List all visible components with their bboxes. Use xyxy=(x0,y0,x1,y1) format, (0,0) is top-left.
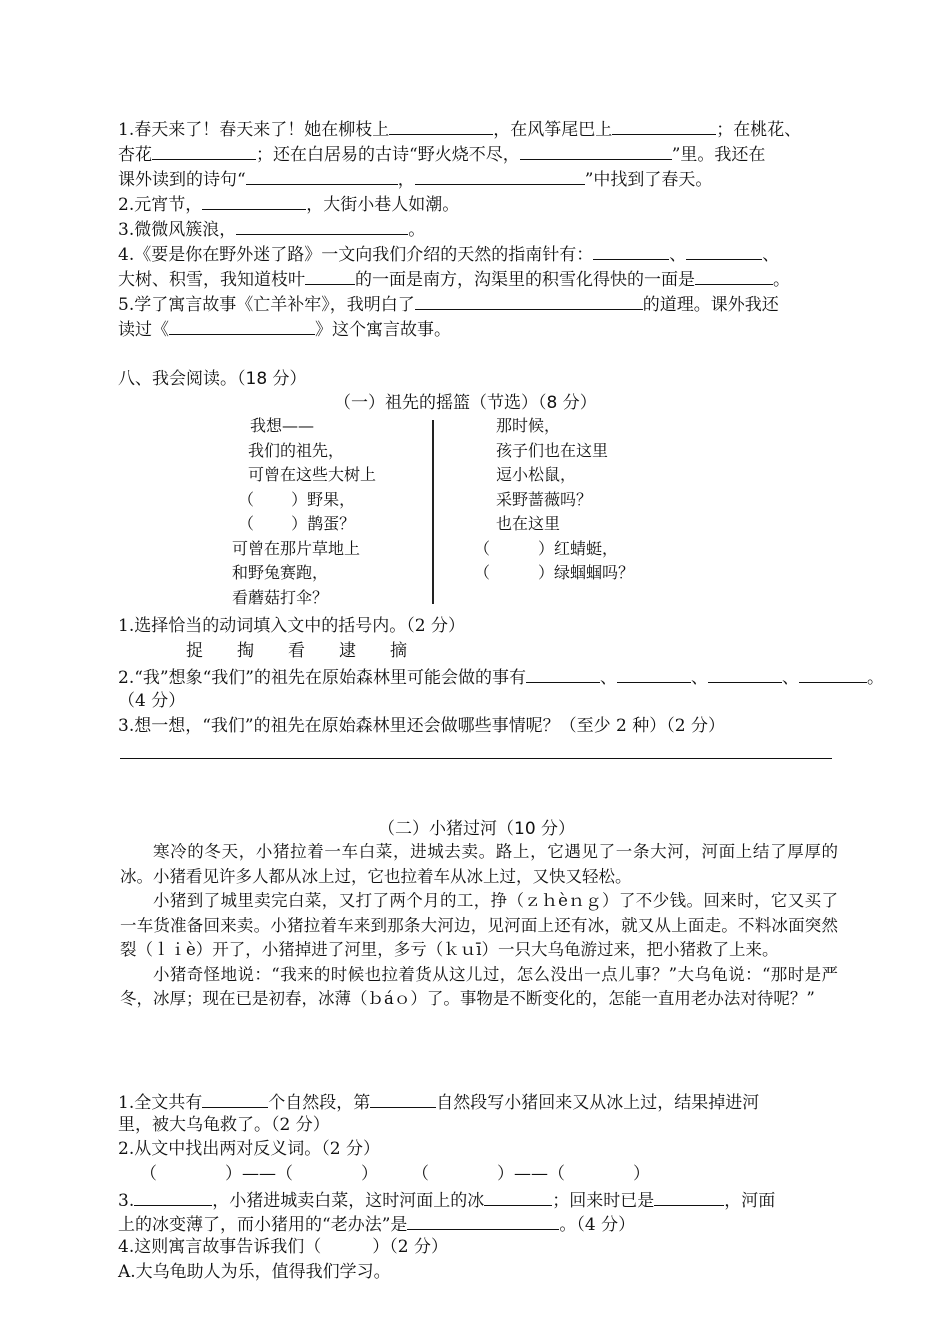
blank[interactable] xyxy=(654,1187,724,1206)
text: 自然段写小猪回来又从冰上过，结果掉进河 xyxy=(436,1093,760,1113)
part2-q3-line1 xyxy=(118,1187,775,1213)
part2-title: （二）小猪过河（10 分） xyxy=(378,819,576,839)
text: 3. xyxy=(118,1191,135,1211)
text: 。（4 分） xyxy=(559,1215,636,1235)
text: 的道理。课外我还 xyxy=(642,295,779,315)
part1-q1: 1.选择恰当的动词填入文中的括号内。（2 分） xyxy=(118,616,465,636)
q5-line-1 xyxy=(118,291,779,317)
text: 课外读到的诗句“ xyxy=(118,170,246,190)
text: 个自然段，第 xyxy=(268,1093,371,1113)
text: 杏花 xyxy=(118,145,152,165)
poem-line: （ ）鹊蛋？ xyxy=(238,514,356,533)
text: 、 xyxy=(781,668,799,688)
text: 上的冰变薄了，而小猪用的“老办法”是 xyxy=(118,1215,408,1235)
poem-line: 那时候， xyxy=(496,416,561,435)
text: ；回来时已是 xyxy=(552,1191,655,1211)
part2-q4-option-a[interactable]: A.大乌龟助人为乐，值得我们学习。 xyxy=(118,1262,391,1282)
q1-line-1 xyxy=(118,116,801,142)
q3-line xyxy=(118,216,425,242)
section-heading: 八、我会阅读。（18 分） xyxy=(118,369,307,389)
answer-line[interactable] xyxy=(120,758,832,759)
blank[interactable] xyxy=(612,116,716,135)
story-text xyxy=(120,840,838,1012)
text: 4.《要是你在野外迷了路》一文向我们介绍的天然的指南针有： xyxy=(118,245,594,265)
text: ，大街小巷人如潮。 xyxy=(306,195,460,215)
text: 。 xyxy=(408,220,426,240)
part2-q2: 2.从文中找出两对反义词。（2 分） xyxy=(118,1139,380,1159)
verb-options: 捉 掏 看 逮 摘 xyxy=(186,641,407,661)
blank[interactable] xyxy=(415,166,585,185)
poem-line: 可曾在那片草地上 xyxy=(232,538,361,558)
part2-q1-line2: 里，被大乌龟救了。（2 分） xyxy=(118,1115,330,1135)
blank[interactable] xyxy=(593,241,669,260)
q2-line xyxy=(118,191,459,217)
text: ”中找到了春天。 xyxy=(584,170,713,190)
text: 、 xyxy=(762,245,780,265)
part1-q3: 3.想一想，“我们”的祖先在原始森林里还会做哪些事情呢？（至少 2 种）（2 分） xyxy=(118,716,725,736)
blank[interactable] xyxy=(617,664,691,683)
text: 读过《 xyxy=(118,320,169,340)
poem-line: 也在这里 xyxy=(496,514,561,533)
blank[interactable] xyxy=(370,1089,436,1108)
poem-line: 逗小松鼠， xyxy=(496,465,577,484)
text: 5.学了寓言故事《亡羊补牢》，我明白了 xyxy=(118,295,415,315)
text: 2.元宵节， xyxy=(118,195,203,215)
blank[interactable] xyxy=(695,266,773,285)
blank[interactable] xyxy=(407,1211,559,1230)
text: 、 xyxy=(690,668,708,688)
text: 》这个寓言故事。 xyxy=(315,320,451,340)
poem-line: 我们的祖先， xyxy=(248,440,345,460)
poem-line: （ ）绿蝈蝈吗？ xyxy=(474,563,635,582)
q1-line-3 xyxy=(118,166,712,192)
poem-line: 和野兔赛跑， xyxy=(232,563,329,582)
text: ”里。我还在 xyxy=(671,145,766,165)
text: 3.微微风簇浪， xyxy=(118,220,237,240)
text: 大树、积雪，我知道枝叶 xyxy=(118,270,305,290)
poem-right xyxy=(474,414,634,586)
blank[interactable] xyxy=(202,191,306,210)
story-paragraph: 寒冷的冬天，小猪拉着一车白菜，进城去卖。路上，它遇见了一条大河，河面上结了厚厚的冰。小猪看见许多人都从冰上过，它也拉着车从冰上过，又快又轻松。 xyxy=(120,842,838,886)
q5-line-2 xyxy=(118,316,451,342)
poem-line: 孩子们也在这里 xyxy=(496,440,609,460)
poem-line: 采野蔷薇吗？ xyxy=(496,489,593,509)
poem-line: （ ）野果， xyxy=(238,489,356,509)
poem-left xyxy=(232,414,376,610)
text: ，小猪进城卖白菜，这时河面上的冰 xyxy=(212,1191,485,1211)
text: 。 xyxy=(866,668,884,688)
text: ，在风筝尾巴上 xyxy=(493,120,613,140)
story-paragraph: 小猪奇怪地说：“我来的时候也拉着货从这儿过，怎么没出一点儿事？”大乌龟说：“那时是严冬，冰厚；现在已是初春，冰薄（ｂáｏ）了。事物是不断变化的，怎能一直用老办法对待呢？” xyxy=(120,964,838,1008)
part2-q4: 4.这则寓言故事告诉我们（ ）（2 分） xyxy=(118,1237,448,1257)
text: 的一面是南方，沟渠里的积雪化得快的一面是 xyxy=(355,270,695,290)
text: 、 xyxy=(599,668,617,688)
text: 1.全文共有 xyxy=(118,1093,203,1113)
blank[interactable] xyxy=(520,141,672,160)
blank[interactable] xyxy=(484,1187,552,1206)
blank[interactable] xyxy=(708,664,782,683)
story-paragraph: 小猪到了城里卖完白菜，又打了两个月的工，挣（ｚｈèｎｇ）了不少钱。回来时，它又买了一车货准备回来卖。小猪拉着车来到那条大河边，见河面上还有冰，就又从上面走。不料冰面突然裂（ｌｉè）开了，小猪掉进了河里，多亏（ｋｕī）一只大乌龟游过来，把小猪救了上来。 xyxy=(120,891,838,959)
text: ；在桃花、 xyxy=(716,120,802,140)
q4-line-1 xyxy=(118,241,779,267)
part1-title: （一）祖先的摇篮（节选）（8 分） xyxy=(334,393,597,413)
q4-line-2 xyxy=(118,266,790,292)
blank[interactable] xyxy=(526,664,600,683)
blank[interactable] xyxy=(246,166,398,185)
antonym-pairs[interactable]: （ ）——（ ） （ ）——（ ） xyxy=(140,1164,650,1184)
text: 2.“我”想象“我们”的祖先在原始森林里可能会做的事有 xyxy=(118,668,526,688)
poem-line: 看蘑菇打伞？ xyxy=(232,587,329,607)
part2-q1-line1 xyxy=(118,1089,759,1115)
part1-q2 xyxy=(118,664,884,690)
text: 1.春天来了！春天来了！她在柳枝上 xyxy=(118,120,390,140)
part2-q3-line2 xyxy=(118,1211,635,1237)
blank[interactable] xyxy=(236,216,408,235)
blank[interactable] xyxy=(415,291,643,310)
blank[interactable] xyxy=(389,116,493,135)
text: 、 xyxy=(669,245,687,265)
blank[interactable] xyxy=(305,266,355,285)
part1-q2-score: （4 分） xyxy=(118,691,186,711)
text: 。 xyxy=(773,270,790,290)
blank[interactable] xyxy=(169,316,315,335)
poem-line: （ ）红蜻蜓， xyxy=(474,538,619,558)
q1-line-2 xyxy=(118,141,765,167)
blank[interactable] xyxy=(799,664,867,683)
blank[interactable] xyxy=(152,141,256,160)
text: ， xyxy=(397,170,415,190)
blank[interactable] xyxy=(202,1089,268,1108)
poem-divider xyxy=(432,420,434,604)
text: ，河面 xyxy=(724,1191,776,1211)
poem-line: 可曾在这些大树上 xyxy=(248,465,377,484)
blank[interactable] xyxy=(686,241,762,260)
blank[interactable] xyxy=(134,1187,212,1206)
poem-line: 我想—— xyxy=(250,416,315,435)
text: ；还在白居易的古诗“野火烧不尽， xyxy=(256,145,520,165)
